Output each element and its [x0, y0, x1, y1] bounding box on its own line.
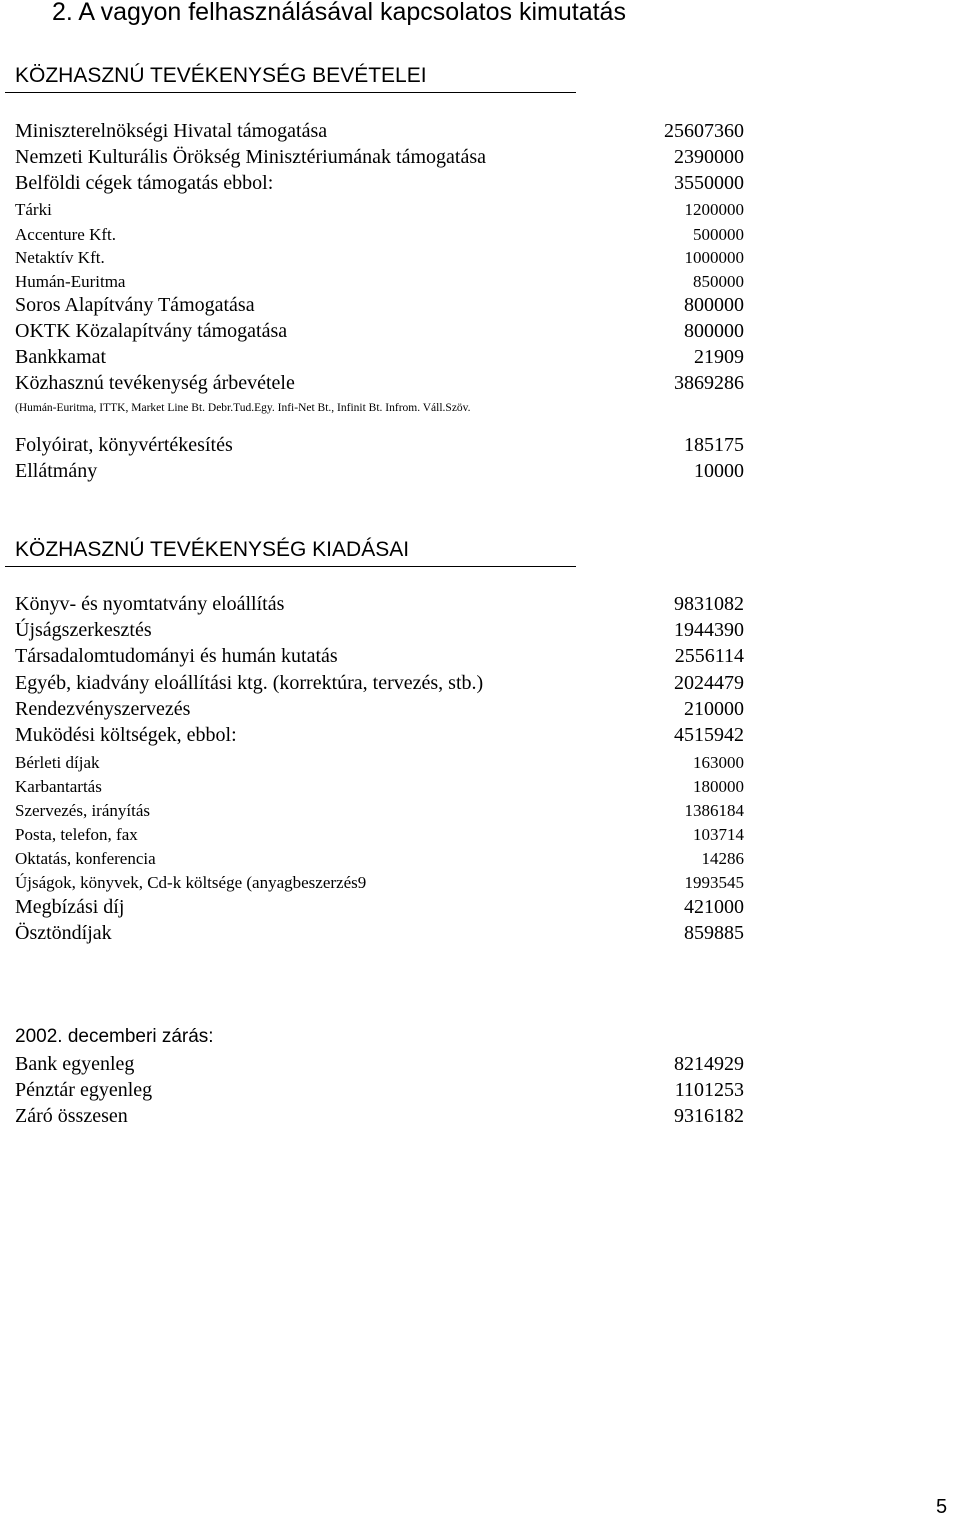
closing-row-label: Záró összesen	[15, 1105, 128, 1127]
income-row-value: 21909	[694, 346, 744, 368]
income-heading: KÖZHASZNÚ TEVÉKENYSÉG BEVÉTELEI	[15, 64, 427, 87]
expense-row-value: 859885	[684, 922, 744, 944]
expense-row-value: 2556114	[674, 645, 744, 667]
expense-row-value: 103714	[693, 825, 744, 844]
closing-row-value: 8214929	[674, 1053, 744, 1075]
income-row-label: Folyóirat, könyvértékesítés	[15, 434, 233, 456]
expense-row-label: Egyéb, kiadvány eloállítási ktg. (korrektúra, tervezés, stb.)	[15, 672, 484, 694]
income-row-label: Közhasznú tevékenység árbevétele	[15, 372, 295, 394]
expense-row-label: Muködési költségek, ebbol:	[15, 724, 237, 746]
expense-row-value: 180000	[693, 777, 744, 796]
income-row-label: Humán-Euritma	[15, 272, 126, 291]
expense-row-label: Megbízási díj	[15, 896, 125, 918]
income-row-value: 1000000	[684, 248, 744, 267]
closing-row-label: Bank egyenleg	[15, 1053, 135, 1075]
expense-row-value: 2024479	[674, 672, 744, 694]
income-row-label: Miniszterelnökségi Hivatal támogatása	[15, 120, 328, 142]
expense-row-label: Karbantartás	[15, 777, 102, 796]
income-row-value: 10000	[694, 460, 744, 482]
expenses-heading: KÖZHASZNÚ TEVÉKENYSÉG KIADÁSAI	[15, 538, 410, 561]
income-row-value: 25607360	[664, 120, 744, 142]
closing-heading: 2002. decemberi zárás:	[15, 1026, 214, 1047]
expense-row-label: Szervezés, irányítás	[15, 801, 150, 820]
income-row-label: Netaktív Kft.	[15, 248, 105, 267]
income-note: (Humán-Euritma, ITTK, Market Line Bt. Debr.Tud.Egy. Infi-Net Bt., Infinit Bt. Infrom. Váll.Szöv.	[15, 402, 471, 414]
expense-row-label: Bérleti díjak	[15, 753, 100, 772]
expense-row-value: 4515942	[674, 724, 744, 746]
expense-row-value: 1386184	[684, 801, 744, 820]
expense-row-value: 9831082	[674, 593, 744, 615]
closing-row-label: Pénztár egyenleg	[15, 1079, 153, 1101]
expense-row-label: Ösztöndíjak	[15, 922, 112, 944]
expense-row-label: Társadalomtudományi és humán kutatás	[15, 645, 338, 667]
income-row-label: Belföldi cégek támogatás ebbol:	[15, 172, 274, 194]
expense-row-value: 1993545	[684, 873, 744, 892]
income-heading-rule	[5, 92, 576, 93]
expense-row-label: Rendezvényszervezés	[15, 698, 191, 720]
income-row-value: 1200000	[684, 200, 744, 219]
income-row-label: Soros Alapítvány Támogatása	[15, 294, 255, 316]
expense-row-label: Oktatás, konferencia	[15, 849, 156, 868]
expense-row-label: Újságok, könyvek, Cd-k költsége (anyagbeszerzés9	[15, 873, 367, 892]
expense-row-value: 14286	[701, 849, 744, 868]
income-row-value: 500000	[693, 225, 744, 244]
income-row-label: Accenture Kft.	[15, 225, 117, 244]
income-row-value: 3869286	[674, 372, 744, 394]
expense-row-label: Posta, telefon, fax	[15, 825, 138, 844]
income-row-label: Ellátmány	[15, 460, 98, 482]
income-row-value: 3550000	[674, 172, 744, 194]
income-row-label: Nemzeti Kulturális Örökség Minisztériumának támogatása	[15, 146, 486, 168]
income-row-value: 185175	[684, 434, 744, 456]
expense-row-value: 210000	[684, 698, 744, 720]
expense-row-value: 163000	[693, 753, 744, 772]
expense-row-value: 421000	[684, 896, 744, 918]
expense-row-label: Újságszerkesztés	[15, 619, 152, 641]
page-title: 2. A vagyon felhasználásával kapcsolatos kimutatás	[52, 0, 626, 26]
closing-row-value: 9316182	[674, 1105, 744, 1127]
income-row-label: Bankkamat	[15, 346, 107, 368]
closing-row-value: 1101253	[674, 1079, 744, 1101]
income-row-value: 800000	[684, 294, 744, 316]
expenses-heading-rule	[5, 566, 576, 567]
income-row-label: OKTK Közalapítvány támogatása	[15, 320, 288, 342]
income-row-value: 850000	[693, 272, 744, 291]
expense-row-label: Könyv- és nyomtatvány eloállítás	[15, 593, 285, 615]
page-number: 5	[936, 1496, 948, 1518]
income-row-label: Tárki	[15, 200, 52, 219]
income-row-value: 2390000	[674, 146, 744, 168]
income-row-value: 800000	[684, 320, 744, 342]
expense-row-value: 1944390	[674, 619, 744, 641]
